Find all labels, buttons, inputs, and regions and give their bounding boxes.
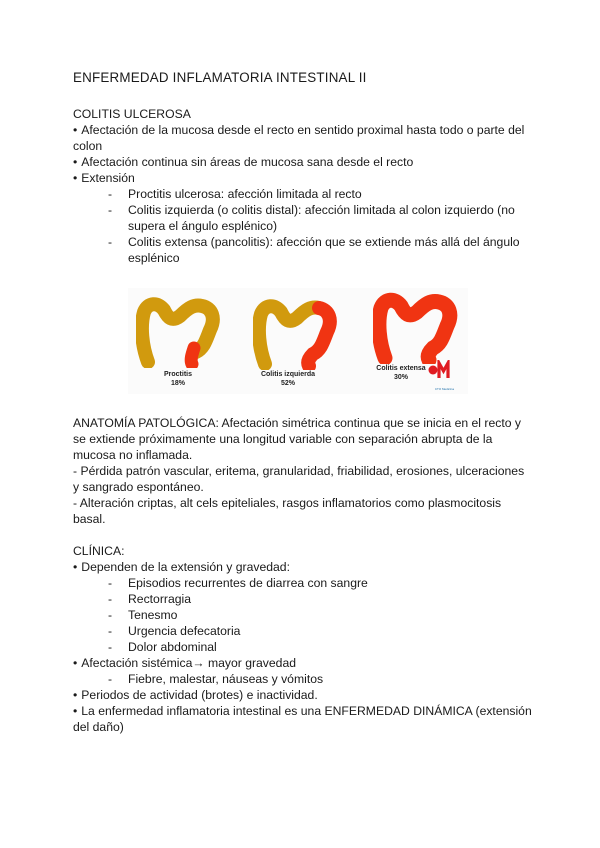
list-item: • Periodos de actividad (brotes) e inactividad. (73, 687, 533, 703)
colon-izquierda-image (253, 298, 343, 370)
colon-proctitis-image (136, 296, 226, 368)
cto-logo-icon (428, 360, 452, 380)
colon-healthy-segment (142, 304, 213, 362)
colon-inflamed-segment (379, 300, 450, 360)
panel-label-proctitis: Proctitis 18% (163, 371, 192, 387)
colitis-heading: COLITIS ULCEROSA (73, 107, 191, 121)
list-item: - Colitis izquierda (o colitis distal): afección limitada al colon izquierdo (no supera el ángulo esplénico) (108, 202, 533, 234)
panel-label-izquierda: Colitis izquierda 52% (260, 371, 316, 387)
list-item: • Dependen de la extensión y gravedad: (73, 559, 533, 575)
list-item: - Episodios recurrentes de diarrea con sangre (108, 575, 533, 591)
document-page (73, 70, 533, 735)
symptom-list (73, 575, 533, 655)
list-item: • Extensión (73, 170, 533, 186)
colon-inflamed-segment (191, 348, 194, 364)
list-item: - Proctitis ulcerosa: afección limitada al recto (108, 186, 533, 202)
page-title: ENFERMEDAD INFLAMATORIA INTESTINAL II (73, 70, 367, 85)
extension-list (73, 186, 533, 266)
list-item: • Afectación continua sin áreas de mucosa sana desde el recto (73, 154, 533, 170)
list-item: • Afectación de la mucosa desde el recto en sentido proximal hasta todo o parte del colon (73, 122, 533, 154)
list-item: - Dolor abdominal (108, 639, 533, 655)
logo-caption: CTO Medicina (434, 387, 454, 391)
anatomia-line: - Pérdida patrón vascular, eritema, granularidad, friabilidad, erosiones, ulceraciones y sangrado espontáneo. (73, 464, 525, 494)
list-item: • Afectación sistémica→ mayor gravedad (73, 655, 533, 671)
list-item: - Tenesmo (108, 607, 533, 623)
anatomia-paragraph: ANATOMÍA PATOLÓGICA: Afectación simétrica continua que se inicia en el recto y se extiende próximamente una longitud variable con separación abrupta de la mucosa no inflamada. (73, 416, 521, 462)
colon-inflamed-segment (308, 308, 330, 366)
anatomia-line: - Alteración criptas, alt cels epiteliales, rasgos inflamatorios como plasmocitosis basal. (73, 496, 502, 526)
list-item: - Colitis extensa (pancolitis): afección que se extiende más allá del ángulo esplénico (108, 234, 533, 266)
colitis-bullets (73, 122, 533, 186)
colon-extensa-image (373, 292, 463, 364)
list-item: - Rectorragia (108, 591, 533, 607)
list-item: - Urgencia defecatoria (108, 623, 533, 639)
clinica-heading: CLÍNICA: (73, 544, 125, 558)
colitis-extension-figure (128, 288, 468, 394)
list-item: - Fiebre, malestar, náuseas y vómitos (108, 671, 533, 687)
systemic-list (73, 671, 533, 687)
panel-label-extensa: Colitis extensa 30% (376, 365, 426, 381)
list-item: • La enfermedad inflamatoria intestinal es una ENFERMEDAD DINÁMICA (extensión del daño) (73, 703, 533, 735)
